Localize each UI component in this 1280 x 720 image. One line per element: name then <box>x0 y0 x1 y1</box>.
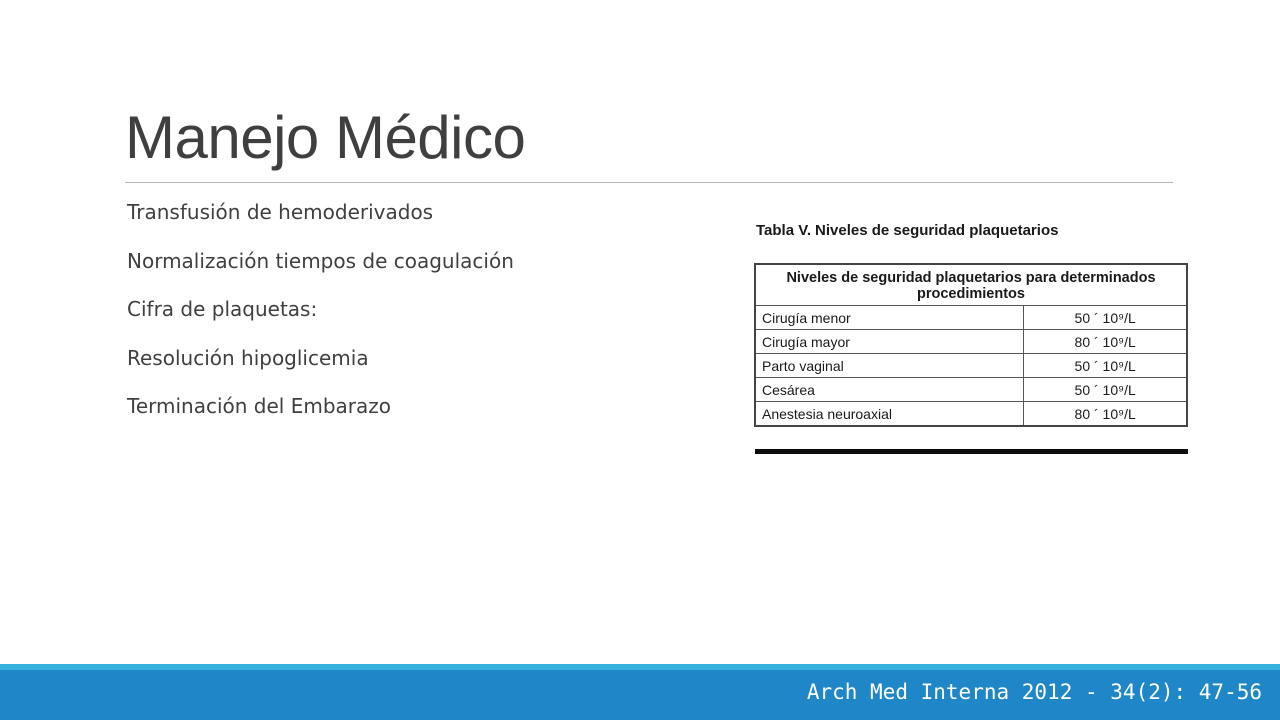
bullet-item-transfusion: Transfusión de hemoderivados <box>127 200 434 224</box>
table-row <box>755 354 1187 378</box>
table-row <box>755 402 1187 427</box>
bullet-item-hypoglycemia: Resolución hipoglicemia <box>127 345 369 370</box>
procedure-cell: Cirugía menor <box>755 306 1024 330</box>
value-cell: 50 ´ 10⁹/L <box>1024 378 1187 402</box>
table-bottom-rule <box>755 449 1188 454</box>
procedure-cell: Parto vaginal <box>755 354 1024 378</box>
table-caption <box>756 221 1058 241</box>
bullet-list <box>127 195 514 438</box>
table-row <box>755 330 1187 354</box>
procedure-cell: Anestesia neuroaxial <box>755 402 1024 427</box>
value-cell: 80 ´ 10⁹/L <box>1024 330 1187 354</box>
table-header-row <box>755 264 1187 306</box>
procedure-cell: Cirugía mayor <box>755 330 1024 354</box>
value-cell: 50 ´ 10⁹/L <box>1024 354 1187 378</box>
platelet-safety-table <box>754 263 1188 427</box>
slide-title: Manejo Médico <box>125 104 526 171</box>
bullet-item-pregnancy-termination: Terminación del Embarazo <box>127 394 391 418</box>
footer-citation: Arch Med Interna 2012 - 34(2): 47-56 <box>806 680 1262 704</box>
procedure-cell: Cesárea <box>755 378 1024 402</box>
bullet-item-platelets: Cifra de plaquetas: <box>127 297 318 321</box>
value-cell: 80 ´ 10⁹/L <box>1024 402 1187 427</box>
table-header: Niveles de seguridad plaquetarios para determinados procedimientos <box>755 264 1187 306</box>
platelet-table-figure <box>750 218 1190 460</box>
table-row <box>755 378 1187 402</box>
table-caption-text: Niveles de seguridad plaquetarios <box>815 222 1059 239</box>
value-cell: 50 ´ 10⁹/L <box>1024 306 1187 330</box>
title-divider <box>125 182 1173 183</box>
table-row <box>755 306 1187 330</box>
table-caption-label: Tabla V. <box>756 222 812 239</box>
bullet-item-coagulation: Normalización tiempos de coagulación <box>127 248 514 273</box>
